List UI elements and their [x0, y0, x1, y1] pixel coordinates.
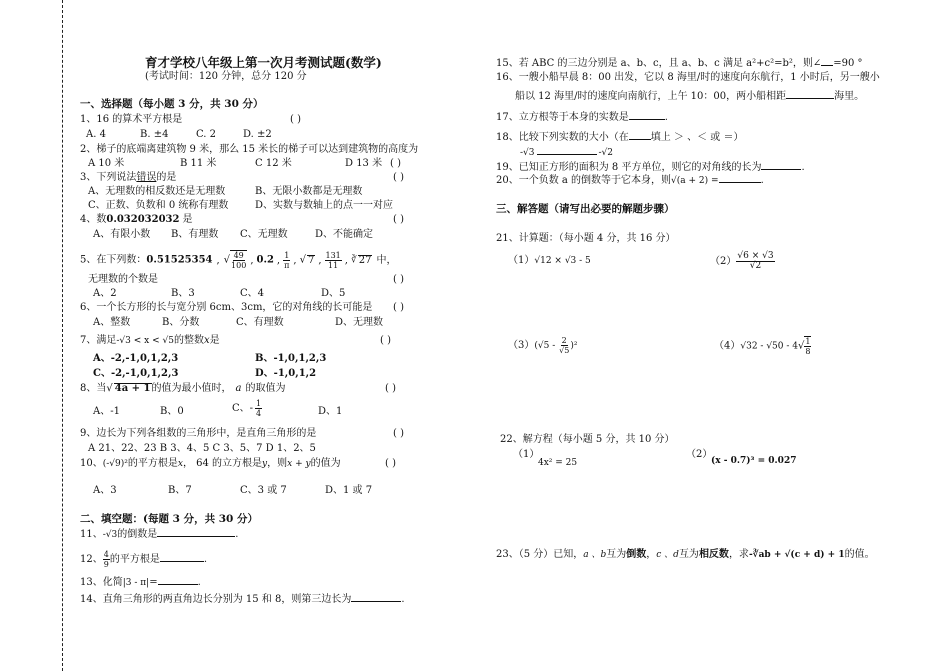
q9-options: A 21、22、23 B 3、4、5 C 3、5、7 D 1、2、5: [88, 443, 316, 454]
binding-margin-line: [62, 0, 63, 671]
question-5-paren: ( ): [393, 274, 404, 285]
question-5-b: 无理数的个数是: [88, 274, 158, 285]
question-1-paren: ( ): [290, 114, 301, 125]
q5-option-b: B、3: [171, 288, 195, 299]
q16-answer-blank[interactable]: [786, 89, 834, 99]
question-1: 1、16 的算术平方根是: [80, 114, 183, 125]
question-7: 7、满足-√3 < x < √5的整数x是: [80, 335, 220, 346]
q2-option-d: D 13 米: [345, 158, 383, 169]
q5-sqrt-fraction: $\frac{49}{100}$: [231, 251, 247, 270]
question-4-paren: ( ): [393, 214, 404, 225]
q6-option-b: B、分数: [162, 317, 200, 328]
q4-text-a: 4、数: [80, 214, 107, 225]
question-20: 20、一个负数 a 的倒数等于它本身，则√(a + 2) = .: [496, 175, 764, 186]
q5-option-c: C、4: [240, 288, 265, 299]
question-6-paren: ( ): [393, 302, 404, 313]
question-23: 23、（5 分）已知，a 、b互为倒数，c 、d互为相反数，求-∛ab + √(c + d) + 1的值。: [496, 549, 875, 560]
q5-text-a: 5、在下列数：: [80, 254, 147, 266]
q22-part2-label: （2）: [686, 449, 713, 460]
q19-answer-blank[interactable]: [761, 160, 801, 170]
q4-option-d: D、不能确定: [315, 229, 374, 240]
q1-option-b: B. ±4: [140, 129, 169, 140]
q10-expression: (-√9)²: [102, 459, 128, 469]
q3-text-a: 3、下列说法: [80, 172, 137, 183]
q4-option-a: A、有限小数: [93, 229, 151, 240]
question-2-paren: ( ): [390, 158, 401, 169]
q10-option-a: A、3: [93, 485, 117, 496]
q8-option-d: D、1: [318, 406, 343, 417]
q4-option-b: B、有理数: [171, 229, 219, 240]
question-3-paren: ( ): [393, 172, 404, 183]
q18-answer-blank[interactable]: [537, 145, 597, 155]
q6-option-c: C、有理数: [236, 317, 284, 328]
section2-heading: 二、填空题：(每题 3 分，共 30 分）: [80, 513, 259, 525]
question-10-paren: ( ): [385, 458, 396, 469]
q4-option-c: C、无理数: [240, 229, 288, 240]
question-2: 2、梯子的底端离建筑物 9 米，那么 15 米长的梯子可以达到建筑物的高度为: [80, 144, 419, 155]
q6-option-d: D、无理数: [335, 317, 384, 328]
q22-part2-equation: (x - 0.7)³ = 0.027: [711, 456, 797, 466]
q2-option-b: B 11 米: [180, 158, 217, 169]
q2-option-a: A 10 米: [88, 158, 125, 169]
question-9-paren: ( ): [393, 428, 404, 439]
q5-option-a: A、2: [93, 288, 117, 299]
q7-option-d: D、-1,0,1,2: [255, 368, 317, 379]
question-15: 15、若 ABC 的三边分别是 a、b、c，且 a、b、c 满足 a²+c²=b²，则∠ =90 °: [496, 58, 863, 69]
q7-inequality: -√3 < x < √5: [116, 336, 174, 346]
q5-number: 0.51525354: [146, 254, 213, 266]
question-13: 13、化简|3 - π|= .: [80, 577, 201, 588]
question-16: 16、一艘小船早晨 8：00 出发，它以 8 海里/时的速度向东航行，1 小时后，另一艘小: [496, 72, 880, 83]
question-11: 11、-√3的倒数是 .: [80, 529, 239, 540]
q10-option-b: B、7: [168, 485, 192, 496]
question-12: 12、 $\frac{4}{9}$ 的平方根是 .: [80, 550, 208, 569]
question-5: 5、在下列数：0.51525354 , √ $\frac{49}{100}$ , 0.2 , $\frac{1}{\pi}$ , √ 7 , $\frac{131}{11}$ , ∛ 27 中，: [80, 250, 397, 270]
q21-part3: （3）(√5 - $\frac{2}{√5}$ )²: [508, 336, 578, 355]
q22-part1-label: （1）: [513, 449, 540, 460]
q18-answer-blank-inline[interactable]: [629, 130, 651, 140]
question-9: 9、边长为下列各组数的三角形中，是直角三角形的是: [80, 428, 317, 439]
exam-subtitle: (考试时间：120 分钟，总分 120 分: [145, 71, 307, 82]
q2-option-c: C 12 米: [255, 158, 292, 169]
q3-option-b: B、无限小数都是无理数: [255, 186, 363, 197]
question-14: 14、直角三角形的两直角边长分别为 15 和 8，则第三边长为 .: [80, 594, 405, 605]
q21-part2: （2） $\frac{√6 \times √3}{√2}$: [710, 251, 774, 271]
q6-option-a: A、整数: [93, 317, 131, 328]
q3-underlined-word: 错误: [136, 172, 157, 183]
question-22: 22、解方程（每小题 5 分，共 10 分）: [500, 434, 675, 445]
q5-fraction-131-11: $\frac{131}{11}$: [325, 250, 341, 270]
q7-option-a: A、-2,-1,0,1,2,3: [93, 353, 179, 364]
q14-answer-blank[interactable]: [351, 592, 401, 602]
q10-option-d: D、1 或 7: [325, 485, 373, 496]
question-6: 6、一个长方形的长与宽分别 6cm、3cm，它的对角线的长可能是: [80, 302, 373, 313]
q10-option-c: C、3 或 7: [240, 485, 287, 496]
q4-number: 0.032032032: [106, 214, 180, 225]
q3-option-a: A、无理数的相反数还是无理数: [88, 186, 226, 197]
q8-option-a: A、-1: [93, 406, 120, 417]
question-8-paren: ( ): [385, 383, 396, 394]
question-18: 18、比较下列实数的大小（在 填上 ＞ 、＜ 或 ＝）: [496, 132, 744, 143]
q21-part4: （4）√32 - √50 - 4√ $\frac{1}{8}$: [714, 337, 811, 356]
q17-answer-blank[interactable]: [629, 110, 665, 120]
q23-expression: -∛ab + √(c + d) + 1: [748, 550, 845, 560]
question-21: 21、计算题：（每小题 4 分，共 16 分）: [496, 233, 676, 244]
section3-heading: 三、解答题（请写出必要的解题步骤）: [496, 203, 675, 215]
question-8: 8、当√ 4a + 1的值为最小值时， a 的取值为: [80, 383, 286, 394]
question-7-paren: ( ): [380, 335, 391, 346]
question-4: [80, 213, 192, 226]
question-16-cont: 船以 12 海里/时的速度向南航行，上午 10：00，两小船相距 海里。: [515, 91, 865, 102]
question-18-compare: -√3 -√2: [520, 145, 613, 160]
q8-option-b: B、0: [160, 406, 184, 417]
q3-text-b: 的是: [156, 172, 177, 183]
q8-radicand: 4a + 1: [114, 383, 151, 394]
question-19: 19、已知正方形的面积为 8 平方单位，则它的对角线的长为 .: [496, 162, 805, 173]
q5-option-d: D、5: [321, 288, 346, 299]
q12-answer-blank[interactable]: [160, 552, 204, 562]
q4-text-b: 是: [182, 214, 193, 225]
question-17: 17、立方根等于本身的实数是 .: [496, 112, 668, 123]
q11-answer-blank[interactable]: [157, 527, 235, 537]
q8-option-c: C、- $\frac{1}{4}$: [232, 399, 262, 418]
question-10: 10、(-√9)²的平方根是x， 64 的立方根是y，则x + y的值为: [80, 458, 341, 469]
q7-option-c: C、-2,-1,0,1,2,3: [93, 368, 179, 379]
question-3: [80, 171, 176, 184]
q1-option-d: D. ±2: [243, 129, 272, 140]
q3-option-d: D、实数与数轴上的点一一对应: [255, 200, 394, 211]
q1-option-a: A. 4: [86, 129, 106, 140]
q20-answer-blank[interactable]: [719, 173, 761, 183]
q13-answer-blank[interactable]: [158, 575, 198, 585]
section1-heading: 一、选择题（每小题 3 分，共 30 分）: [80, 98, 264, 110]
q1-option-c: C. 2: [196, 129, 217, 140]
q22-part1-equation: 4x² = 25: [538, 458, 578, 468]
q3-option-c: C、正数、负数和 0 统称有理数: [88, 200, 229, 211]
q5-one-over-pi: $\frac{1}{\pi}$: [284, 250, 290, 270]
q21-part1: （1）√12 × √3 - 5: [508, 255, 591, 266]
page-title: 育才学校八年级上第一次月考测试题(数学): [145, 55, 382, 70]
q15-answer-blank[interactable]: [821, 56, 833, 66]
q7-option-b: B、-1,0,1,2,3: [255, 353, 327, 364]
